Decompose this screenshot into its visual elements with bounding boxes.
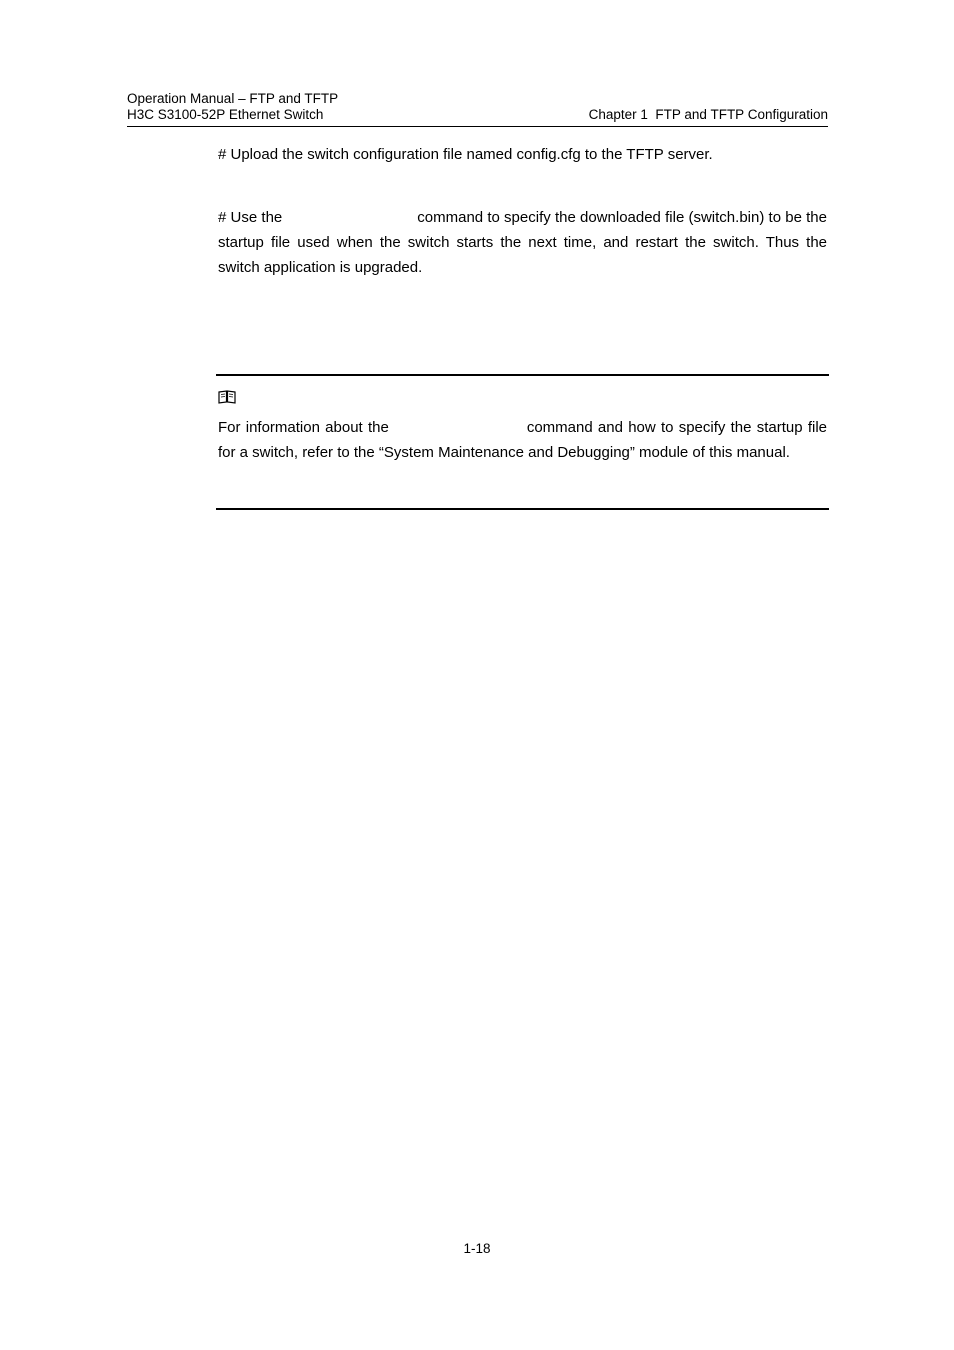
- note-suffix: command and how to specify the startup file for a switch, refer to the “System Maintenance and Debugging” module of this manual.: [218, 419, 828, 461]
- use-step-suffix: command to specify the downloaded file (switch.bin) to be the startup file used when the switch starts the next time, and restart the switch. Thus the switch application is upgraded.: [218, 209, 827, 276]
- use-step: [218, 205, 827, 280]
- use-step-prefix: # Use the: [218, 209, 283, 226]
- page-header: [127, 90, 828, 127]
- note-text: [218, 415, 827, 465]
- product-name: H3C S3100-52P Ethernet Switch: [127, 107, 324, 122]
- note-prefix: For information about the: [218, 419, 389, 436]
- book-icon: [218, 390, 236, 404]
- chapter-title: Chapter 1 FTP and TFTP Configuration: [588, 107, 828, 122]
- header-left: [127, 91, 338, 123]
- upload-step: # Upload the switch configuration file named config.cfg to the TFTP server.: [218, 146, 713, 163]
- page-number: 1-18: [463, 1241, 491, 1256]
- manual-title: Operation Manual – FTP and TFTP: [127, 91, 339, 106]
